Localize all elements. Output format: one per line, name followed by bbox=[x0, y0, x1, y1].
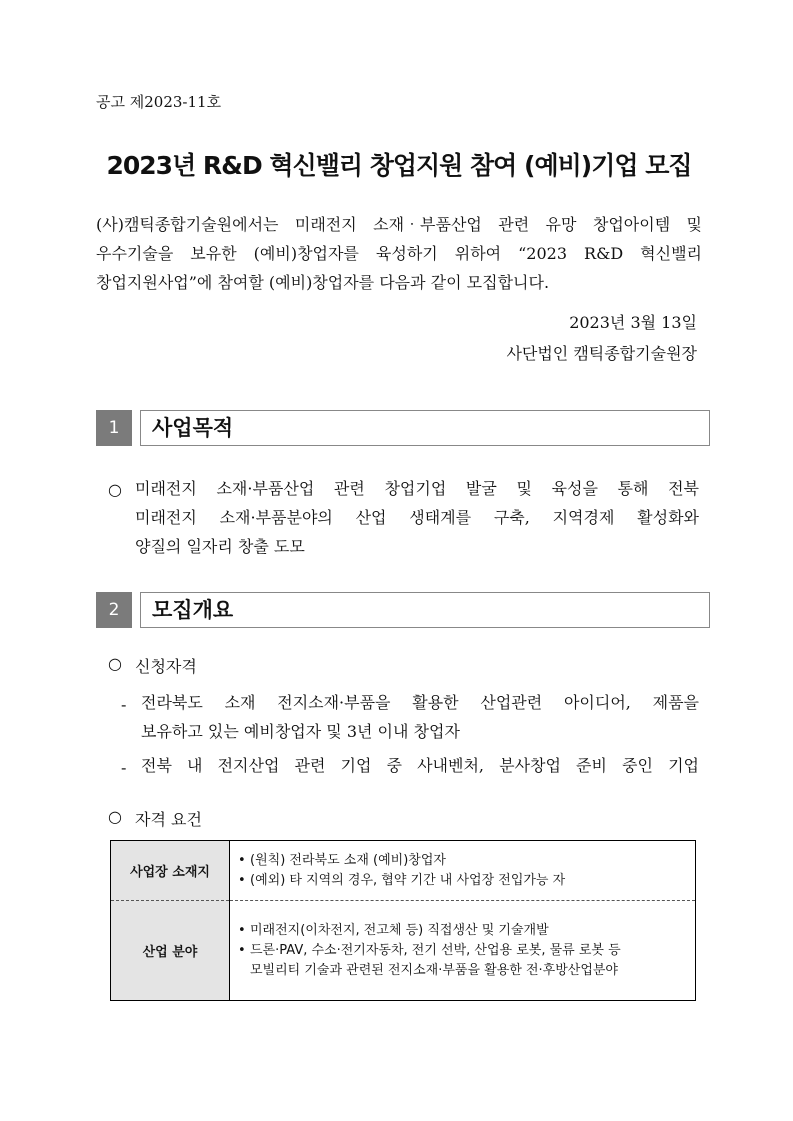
bullet-icon: • bbox=[238, 852, 246, 868]
table-row bbox=[111, 901, 696, 1001]
list-item bbox=[238, 871, 687, 891]
purpose-text bbox=[135, 474, 699, 561]
dash-bullet-icon: - bbox=[121, 758, 127, 777]
list-item bbox=[238, 921, 687, 941]
item-text: (예외) 타 지역의 경우, 협약 기간 내 사업장 전입가능 자 bbox=[250, 872, 566, 888]
intro-line: (사)캠틱종합기술원에서는 미래전지 소재‧부품산업 관련 유망 창업아이템 및 bbox=[96, 215, 702, 234]
circle-bullet-icon: ○ bbox=[108, 654, 122, 673]
eligibility-item bbox=[141, 751, 699, 780]
list-item bbox=[238, 941, 687, 981]
issuing-organization: 사단법인 캠틱종합기술원장 bbox=[506, 344, 697, 363]
row-content bbox=[230, 901, 696, 1001]
section-number: 1 bbox=[96, 410, 132, 446]
bullet-icon: • bbox=[238, 942, 246, 958]
section-number: 2 bbox=[96, 592, 132, 628]
requirements-table bbox=[110, 840, 696, 1001]
item-text-line: 모빌리티 기술과 관련된 전지소재·부품을 활용한 전·후방산업분야 bbox=[250, 962, 618, 978]
item-text-line: 드론·PAV, 수소·전기자동차, 전기 선박, 산업용 로봇, 물류 로봇 등 bbox=[250, 942, 621, 958]
bullet-icon: • bbox=[238, 872, 246, 888]
section-title: 사업목적 bbox=[140, 410, 710, 446]
purpose-line: 미래전지 소재·부품분야의 산업 생태계를 구축, 지역경제 활성화와 bbox=[135, 508, 699, 527]
notice-number: 공고 제2023-11호 bbox=[96, 93, 222, 111]
intro-line: 우수기술을 보유한 (예비)창업자를 육성하기 위하여 “2023 R&D 혁신밸리 bbox=[96, 244, 702, 263]
intro-paragraph bbox=[96, 210, 702, 297]
item-text bbox=[250, 941, 621, 981]
intro-line: 창업지원사업”에 참여할 (예비)창업자를 다음과 같이 모집합니다. bbox=[96, 273, 550, 292]
eligibility-line: 전북 내 전지산업 관련 기업 중 사내벤처, 분사창업 준비 중인 기업 bbox=[141, 756, 699, 775]
circle-bullet-icon: ○ bbox=[108, 480, 122, 499]
eligibility-heading: 신청자격 bbox=[135, 657, 197, 676]
eligibility-line: 전라북도 소재 전지소재·부품을 활용한 산업관련 아이디어, 제품을 bbox=[141, 693, 699, 712]
circle-bullet-icon: ○ bbox=[108, 807, 122, 826]
page-title: 2023년 R&D 혁신밸리 창업지원 참여 (예비)기업 모집 bbox=[106, 151, 692, 180]
purpose-line: 미래전지 소재·부품산업 관련 창업기업 발굴 및 육성을 통해 전북 bbox=[135, 479, 699, 498]
section-header-purpose bbox=[96, 410, 699, 446]
table-row bbox=[111, 841, 696, 901]
purpose-line: 양질의 일자리 창출 도모 bbox=[135, 537, 305, 556]
dash-bullet-icon: - bbox=[121, 695, 127, 714]
row-label: 산업 분야 bbox=[111, 901, 230, 1001]
section-header-overview bbox=[96, 592, 699, 628]
eligibility-item bbox=[141, 688, 699, 746]
item-text: 미래전지(이차전지, 전고체 등) 직접생산 및 기술개발 bbox=[250, 922, 549, 938]
row-content bbox=[230, 841, 696, 901]
item-text: (원칙) 전라북도 소재 (예비)창업자 bbox=[250, 852, 446, 868]
list-item bbox=[238, 851, 687, 871]
section-title: 모집개요 bbox=[140, 592, 710, 628]
requirements-heading: 자격 요건 bbox=[135, 810, 202, 829]
eligibility-line: 보유하고 있는 예비창업자 및 3년 이내 창업자 bbox=[141, 722, 460, 741]
notice-date: 2023년 3월 13일 bbox=[569, 313, 697, 332]
row-label: 사업장 소재지 bbox=[111, 841, 230, 901]
bullet-icon: • bbox=[238, 922, 246, 938]
